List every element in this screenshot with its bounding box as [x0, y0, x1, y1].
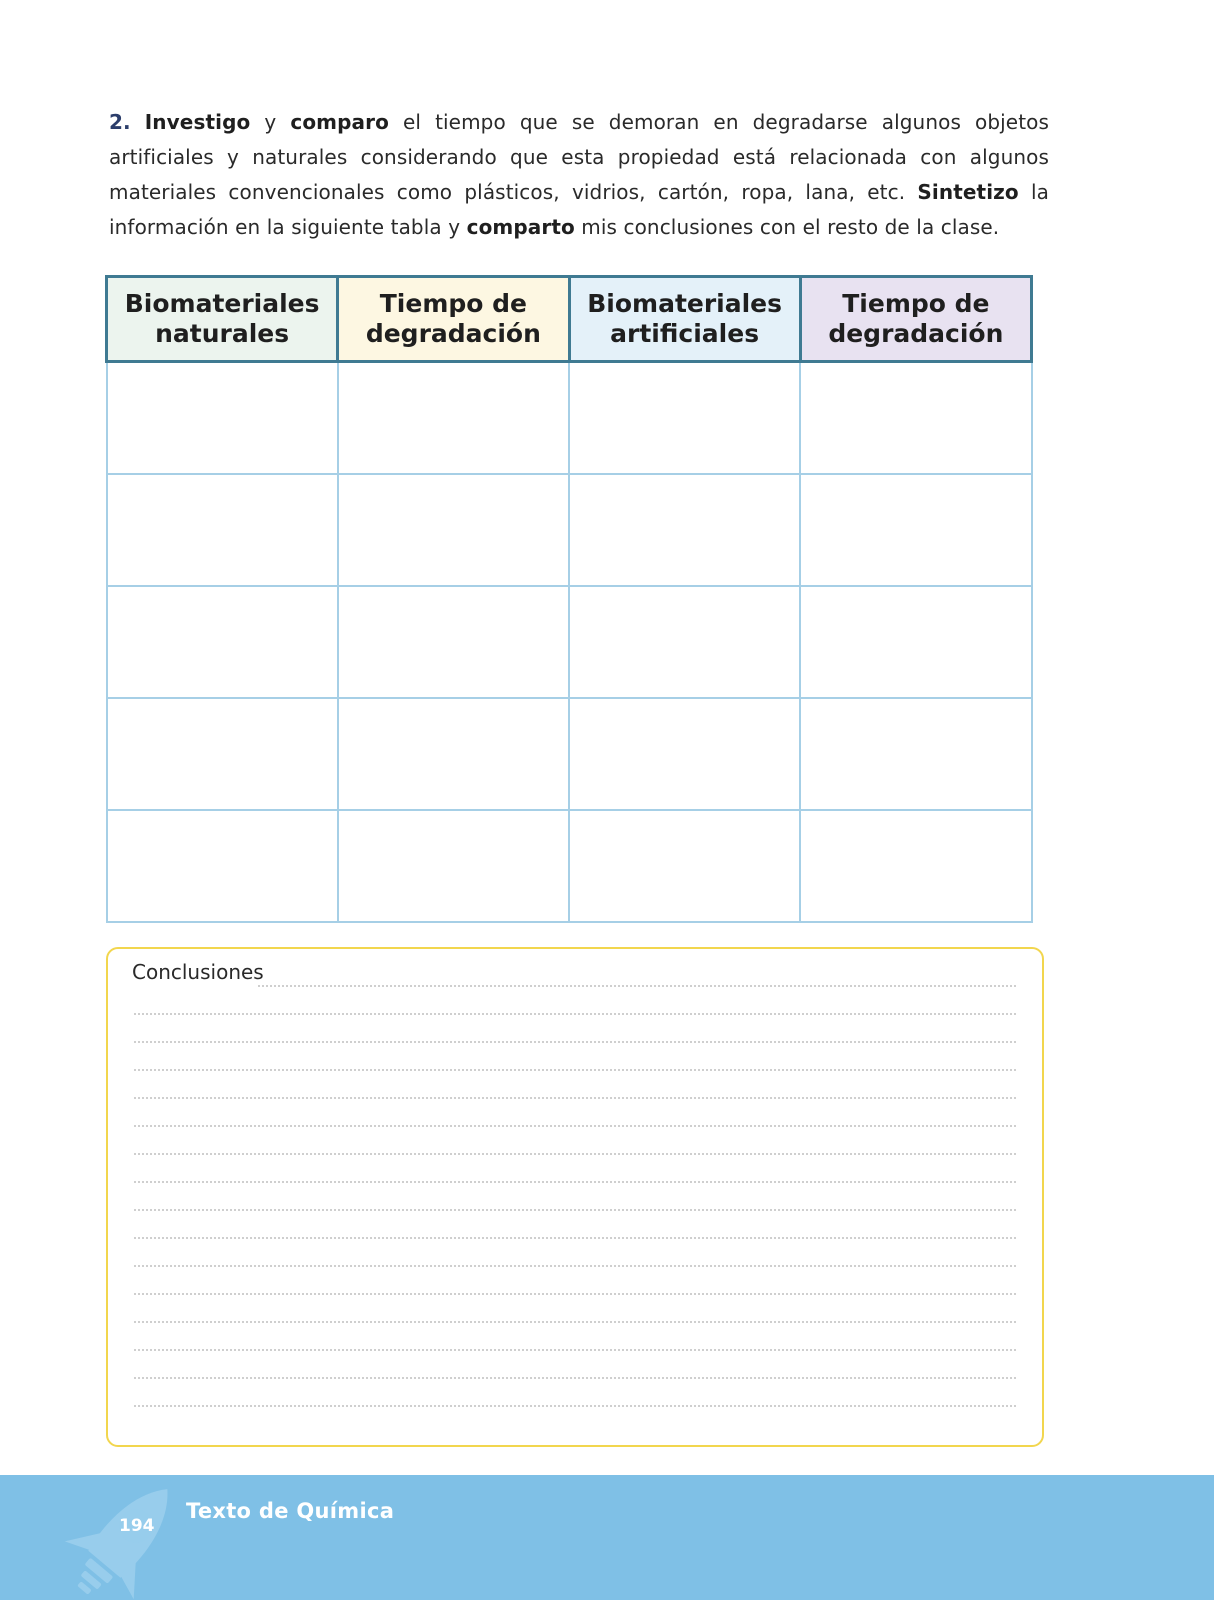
table-cell[interactable]: [800, 474, 1031, 586]
instruction-part: mis conclusiones con el resto de la clase.: [574, 215, 1000, 239]
instruction-part: la información en la siguiente tabla y: [109, 180, 1049, 239]
table-cell[interactable]: [338, 474, 569, 586]
conclusions-label: Conclusiones: [132, 960, 264, 984]
table-cell[interactable]: [107, 810, 338, 922]
table-cell[interactable]: [800, 810, 1031, 922]
instruction-part: y: [250, 110, 291, 134]
page-number: 194: [119, 1509, 153, 1543]
instruction-part: Sintetizo: [917, 180, 1019, 204]
writing-line: [258, 985, 1016, 987]
writing-line: [134, 1237, 1016, 1239]
writing-line: [134, 1041, 1016, 1043]
table-row: [107, 586, 1032, 698]
header-artificial-biomaterials: Biomateriales artificiales: [569, 277, 800, 362]
writing-line: [134, 1209, 1016, 1211]
table-cell[interactable]: [107, 474, 338, 586]
table-cell[interactable]: [569, 474, 800, 586]
table-cell[interactable]: [569, 362, 800, 475]
writing-line: [134, 1013, 1016, 1015]
writing-line: [134, 1125, 1016, 1127]
table-cell[interactable]: [569, 810, 800, 922]
writing-line: [134, 1321, 1016, 1323]
instruction-part: comparto: [466, 215, 575, 239]
instruction-part: comparo: [290, 110, 389, 134]
table-cell[interactable]: [338, 586, 569, 698]
header-degradation-time-natural: Tiempo de degradación: [338, 277, 569, 362]
table-cell[interactable]: [107, 586, 338, 698]
book-title: Texto de Química: [186, 1499, 395, 1523]
header-degradation-time-artificial: Tiempo de degradación: [800, 277, 1031, 362]
writing-line: [134, 1265, 1016, 1267]
conclusions-box[interactable]: [106, 947, 1044, 1447]
table-row: [107, 362, 1032, 475]
table-cell[interactable]: [800, 698, 1031, 810]
instruction-part: el tiempo que se demoran en degradarse algunos objetos artificiales y naturales considerando que esta propiedad está relacionada con algunos materiales convencionales como plásticos, vidrios, cartón, ropa, lana, etc.: [109, 110, 1049, 204]
activity-number: 2.: [109, 110, 131, 134]
degradation-table: [105, 275, 1033, 923]
writing-line: [134, 1153, 1016, 1155]
table-cell[interactable]: [338, 362, 569, 475]
table-row: [107, 698, 1032, 810]
writing-line: [134, 1377, 1016, 1379]
page-footer: [0, 1475, 1214, 1600]
table-row: [107, 474, 1032, 586]
table-cell[interactable]: [800, 362, 1031, 475]
table-cell[interactable]: [338, 810, 569, 922]
header-natural-biomaterials: Biomateriales naturales: [107, 277, 338, 362]
writing-line: [134, 1405, 1016, 1407]
table-cell[interactable]: [107, 362, 338, 475]
writing-line: [134, 1181, 1016, 1183]
table-row: [107, 810, 1032, 922]
writing-line: [134, 1069, 1016, 1071]
activity-instructions: [109, 105, 1049, 245]
table-cell[interactable]: [338, 698, 569, 810]
instruction-part: Investigo: [144, 110, 251, 134]
table-cell[interactable]: [569, 586, 800, 698]
table-cell[interactable]: [800, 586, 1031, 698]
table-cell[interactable]: [107, 698, 338, 810]
table-header-row: [107, 277, 1032, 362]
writing-line: [134, 1349, 1016, 1351]
writing-line: [134, 1097, 1016, 1099]
table-cell[interactable]: [569, 698, 800, 810]
writing-line: [134, 1293, 1016, 1295]
